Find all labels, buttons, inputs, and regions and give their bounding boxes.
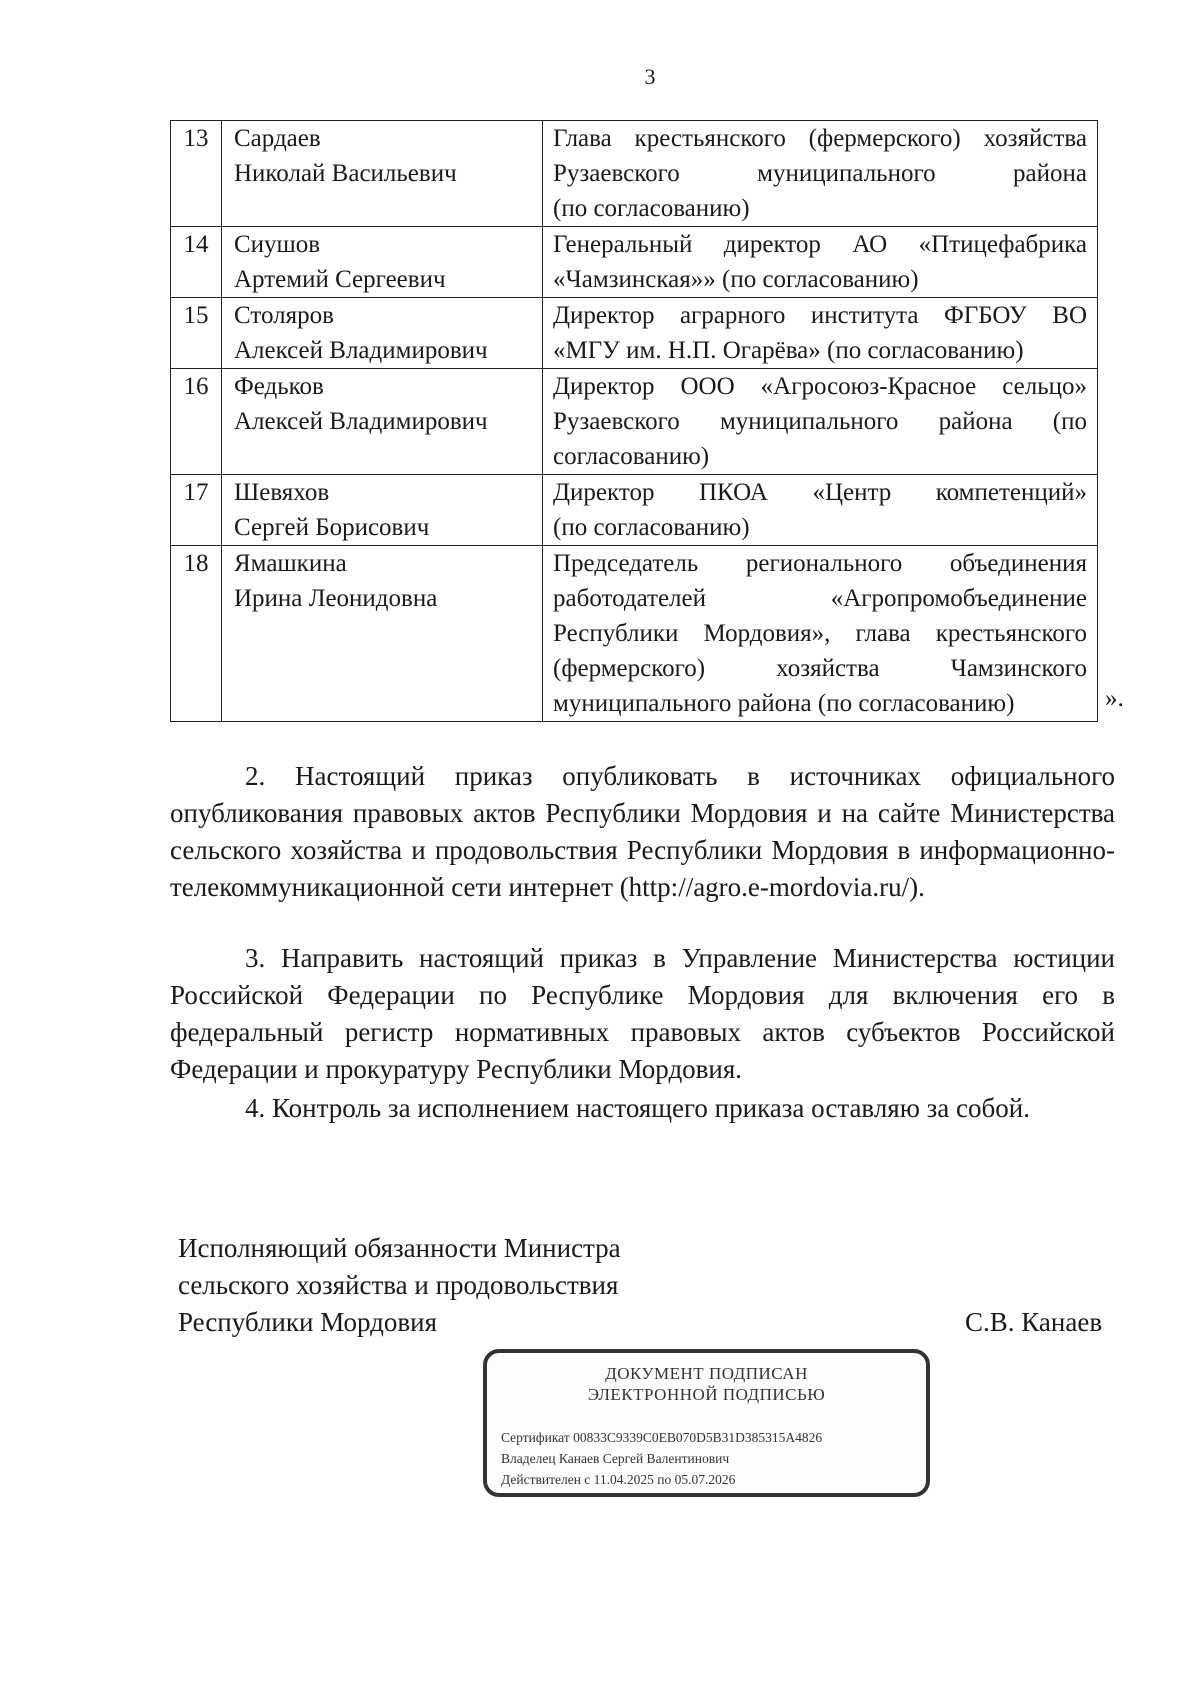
stamp-validity: Действителен с 11.04.2025 по 05.07.2026 (501, 1472, 736, 1487)
member-position: Председатель регионального объединения работодателей «Агропромобъединение Республики Мордовия», глава крестьянского (фермерского) хозяйства Чамзинского муниципального района (по согласованию) (543, 546, 1098, 722)
row-number: 18 (171, 546, 222, 722)
table-row (171, 298, 1098, 369)
member-name: Сардаев Николай Васильевич (222, 121, 543, 227)
table-row (171, 227, 1098, 298)
table-row (171, 546, 1098, 722)
stamp-certificate: Сертификат 00833C9339C0EB070D5B31D385315A4826 (501, 1430, 823, 1445)
row-number: 17 (171, 475, 222, 546)
paragraph-2: 2. Настоящий приказ опубликовать в источниках официального опубликования правовых актов Республики Мордовия и на сайте Министерства сельского хозяйства и продовольствия Республики Мордовия в информационно-телекоммуникационной сети интернет (http://agro.e-mordovia.ru/). (170, 761, 1115, 902)
member-name: Ямашкина Ирина Леонидовна (222, 546, 543, 722)
row-number: 13 (171, 121, 222, 227)
signatory-title: Исполняющий обязанности Министра сельского хозяйства и продовольствия Республики Мордовия (178, 1233, 621, 1337)
page-number: 3 (644, 64, 656, 89)
member-position: Директор ООО «Агросоюз-Красное сельцо» Рузаевского муниципального района (по согласованию) (543, 369, 1098, 475)
member-position: Директор аграрного института ФГБОУ ВО «МГУ им. Н.П. Огарёва» (по согласованию) (543, 298, 1098, 369)
paragraph-4: 4. Контроль за исполнением настоящего приказа оставляю за собой. (245, 1093, 1030, 1123)
row-number: 15 (171, 298, 222, 369)
stamp-details (501, 1427, 822, 1490)
member-position: Глава крестьянского (фермерского) хозяйства Рузаевского муниципального района (по согласованию) (543, 121, 1098, 227)
member-name: Столяров Алексей Владимирович (222, 298, 543, 369)
members-table (170, 120, 1098, 722)
stamp-header: ДОКУМЕНТ ПОДПИСАН ЭЛЕКТРОННОЙ ПОДПИСЬЮ (587, 1364, 826, 1404)
row-number: 14 (171, 227, 222, 298)
member-position: Директор ПКОА «Центр компетенций» (по согласованию) (543, 475, 1098, 546)
row-number: 16 (171, 369, 222, 475)
signatory-name: С.В. Канаев (965, 1307, 1103, 1337)
paragraph-3: 3. Направить настоящий приказ в Управление Министерства юстиции Российской Федерации по Республике Мордовия для включения его в федеральный регистр нормативных правовых актов субъектов Российской Федерации и прокуратуру Республики Мордовия. (170, 943, 1115, 1084)
electronic-signature-stamp (483, 1349, 930, 1497)
member-name: Сиушов Артемий Сергеевич (222, 227, 543, 298)
member-name: Шевяхов Сергей Борисович (222, 475, 543, 546)
stamp-owner: Владелец Канаев Сергей Валентинович (501, 1451, 730, 1466)
table-row (171, 475, 1098, 546)
table-row (171, 369, 1098, 475)
closing-quote: ». (1105, 685, 1124, 712)
member-position: Генеральный директор АО «Птицефабрика «Чамзинская»» (по согласованию) (543, 227, 1098, 298)
member-name: Федьков Алексей Владимирович (222, 369, 543, 475)
table-row (171, 121, 1098, 227)
